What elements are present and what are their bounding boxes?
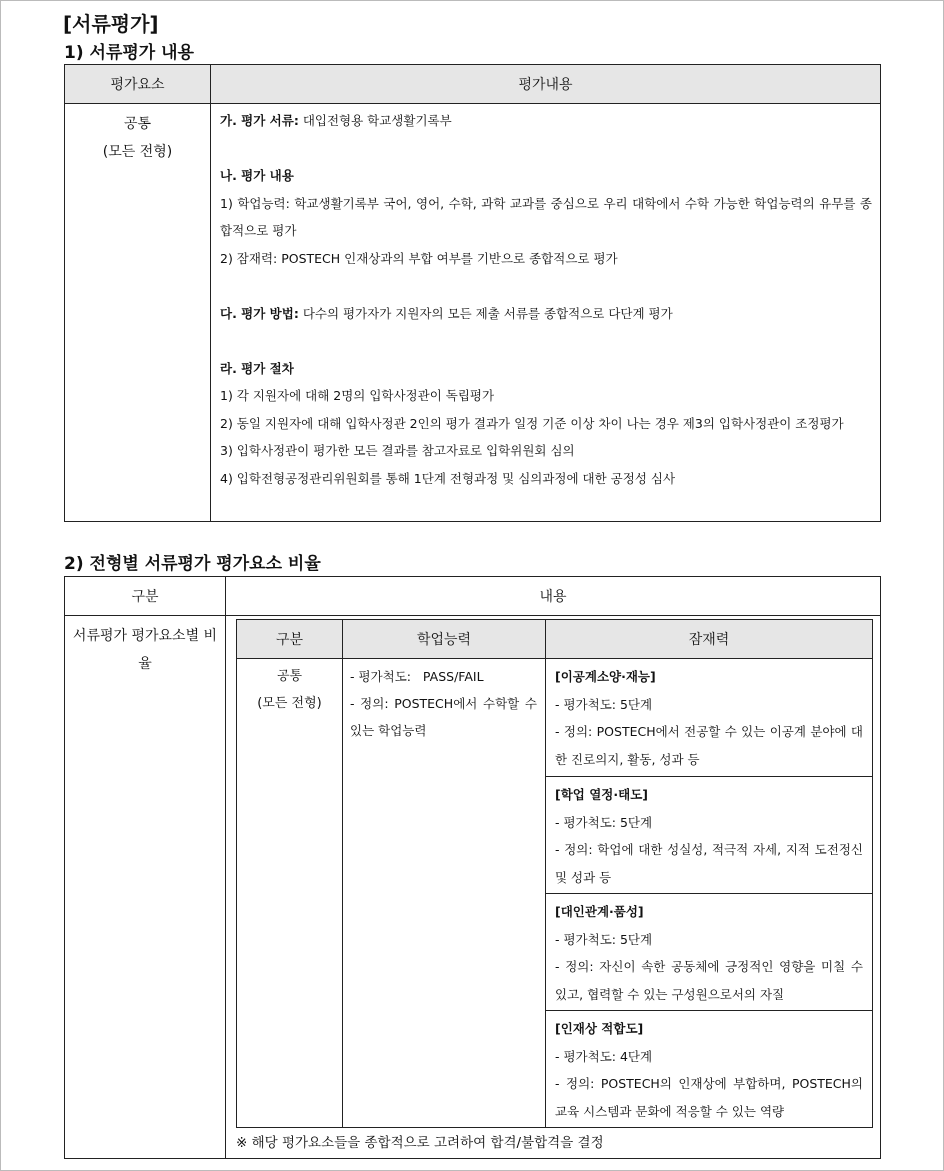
element-ratio-table (64, 576, 881, 1159)
ga-line (220, 107, 872, 135)
table-row (65, 104, 881, 522)
potential-item: [학업 열정·태도] - 평가척도: 5단계 - 정의: 학업에 대한 성실성, 적극적 자세, 지적 도전정신 및 성과 등 (546, 777, 873, 894)
na-item-2: 2) 잠재력: POSTECH 인재상과의 부합 여부를 기반으로 종합적으로 평가 (220, 250, 618, 266)
ra-item-2: 2) 동일 지원자에 대해 입학사정관 2인의 평가 결과가 일정 기준 이상 차이 나는 경우 제3의 입학사정관이 조정평가 (220, 415, 844, 431)
table-row (65, 616, 881, 1159)
na-label: 나. 평가 내용 (220, 168, 294, 183)
element-line1: 공통 (123, 116, 152, 132)
academic-cell (343, 659, 546, 1128)
decision-note: ※ 해당 평가요소들을 종합적으로 고려하여 합격/불합격을 결정 (236, 1135, 604, 1151)
header-content: 내용 (226, 577, 881, 616)
section1-heading: 1) 서류평가 내용 (64, 43, 194, 63)
inner-header-row (237, 620, 873, 659)
header-content: 평가내용 (211, 65, 881, 104)
header-element: 평가요소 (65, 65, 211, 104)
inner-element-table (236, 619, 873, 1128)
document-title: [서류평가] (63, 12, 159, 36)
page-frame-left (0, 0, 1, 1171)
inner-header-academic: 학업능력 (343, 620, 546, 659)
potential-item: [인재상 적합도] - 평가척도: 4단계 - 정의: POSTECH의 인재상에 부합하며, POSTECH의 교육 시스템과 문화에 적응할 수 있는 역량 (546, 1011, 873, 1128)
ra-item-4: 4) 입학전형공정관리위원회를 통해 1단계 전형과정 및 심의과정에 대한 공정성 심사 (220, 470, 676, 486)
ga-label: 가. 평가 서류: (220, 113, 299, 128)
content-cell (211, 104, 881, 522)
common-cell: 공통 (모든 전형) (237, 659, 343, 1128)
row-label: 서류평가 평가요소별 비율 (65, 616, 226, 1159)
inner-header-division: 구분 (237, 620, 343, 659)
content-cell (226, 616, 881, 1159)
section2-heading: 2) 전형별 서류평가 평가요소 비율 (64, 554, 321, 574)
ra-item-1: 1) 각 지원자에 대해 2명의 입학사정관이 독립평가 (220, 388, 495, 403)
academic-definition: - 정의: POSTECH에서 수학할 수 있는 학업능력 (350, 696, 537, 738)
document-evaluation-content-table (64, 64, 881, 522)
ra-label: 라. 평가 절차 (220, 360, 294, 376)
ra-item-3: 3) 입학사정관이 평가한 모든 결과를 참고자료로 입학위원회 심의 (220, 443, 575, 458)
header-division: 구분 (65, 577, 226, 616)
table-header-row (65, 65, 881, 104)
academic-scale: - 평가척도: PASS/FAIL (350, 669, 484, 684)
element-cell (65, 104, 211, 522)
da-text: 다수의 평가자가 지원자의 모든 제출 서류를 종합적으로 다단계 평가 (302, 305, 673, 321)
da-line (220, 300, 872, 328)
page-frame-top (0, 0, 944, 1)
potential-item: [이공계소양·재능] - 평가척도: 5단계 - 정의: POSTECH에서 전공할 수 있는 이공계 분야에 대한 진로의지, 활동, 성과 등 (546, 659, 873, 777)
ga-text: 대입전형용 학교생활기록부 (302, 113, 452, 128)
na-item-1: 1) 학업능력: 학교생활기록부 국어, 영어, 수학, 과학 교과를 중심으로 우리 대학에서 수학 가능한 학업능력의 유무를 종합적으로 평가 (220, 195, 872, 238)
inner-row (237, 659, 873, 777)
element-line2: (모든 전형) (102, 144, 173, 160)
da-label: 다. 평가 방법: (220, 305, 299, 321)
table-header-row (65, 577, 881, 616)
inner-header-potential: 잠재력 (546, 620, 873, 659)
potential-item: [대인관계·품성] - 평가척도: 5단계 - 정의: 자신이 속한 공동체에 긍정적인 영향을 미칠 수 있고, 협력할 수 있는 구성원으로서의 자질 (546, 894, 873, 1011)
